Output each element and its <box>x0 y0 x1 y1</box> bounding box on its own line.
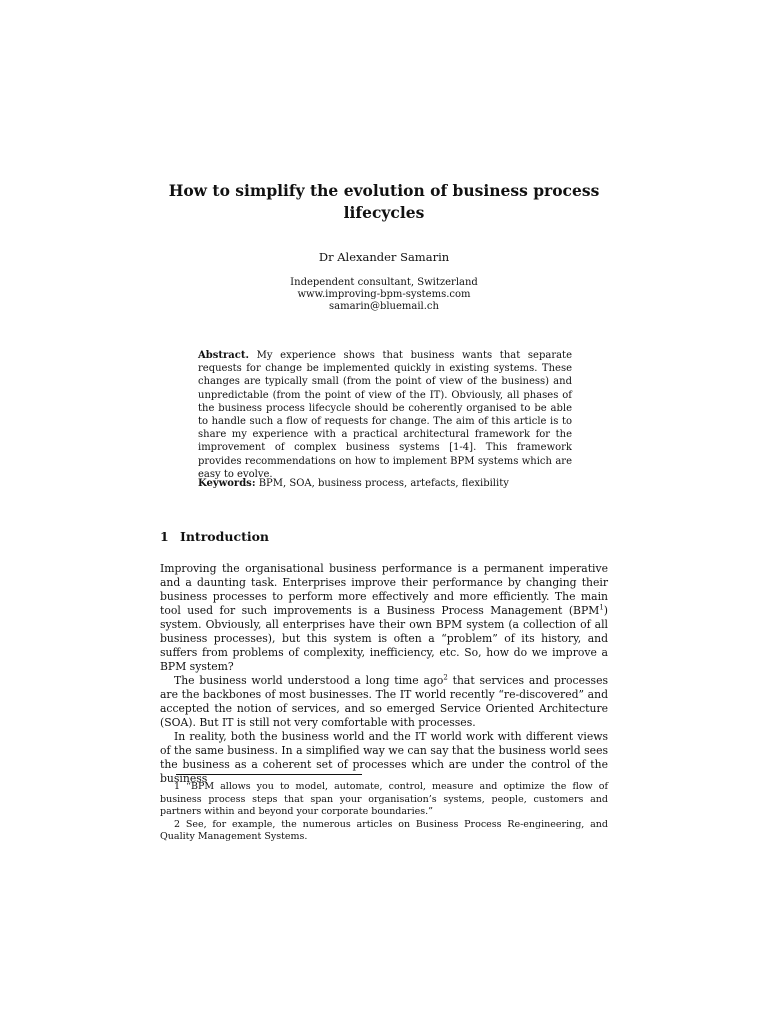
section-body <box>160 562 608 786</box>
abstract-text: My experience shows that business wants that separate requests for change be implemented quickly in existing systems. These changes are typically small (from the point of view of the business) and unpredictable (from the point of view of the IT). Obviously, all phases of the business process lifecycle should be coherently organised to be able to handle such a flow of requests for change. The aim of this article is to share my experience with a practical architectural framework for the improvement of complex business systems [1-4]. This framework provides recommendations on how to implement BPM systems which are easy to evolve. <box>198 350 572 480</box>
footnote-1: 1 “BPM allows you to model, automate, control, measure and optimize the flow of business process steps that span your organisation’s systems, people, customers and partners within and beyond your corporate boundaries.” <box>160 781 608 818</box>
footnote-ref-2: 2 <box>443 673 448 682</box>
paragraph-1-text-a: Improving the organisational business performance is a permanent imperative and a daunting task. Enterprises improve their performance by changing their business processes to perform more effectively and more efficiently. The main tool used for such improvements is a Business Process Management (BPM <box>160 562 608 617</box>
section-title: Introduction <box>180 529 270 544</box>
paragraph-2 <box>160 674 608 730</box>
affiliation-org: Independent consultant, Switzerland <box>290 277 478 288</box>
paper-title: How to simplify the evolution of business process lifecycles <box>168 181 600 222</box>
section-number: 1 <box>160 529 169 544</box>
keywords <box>198 477 572 490</box>
keywords-label: Keywords: <box>198 478 256 489</box>
affiliation-website: www.improving-bpm-systems.com <box>297 289 471 300</box>
paragraph-1 <box>160 562 608 674</box>
keywords-text: BPM, SOA, business process, artefacts, flexibility <box>258 478 509 489</box>
author-name: Dr Alexander Samarin <box>318 250 450 264</box>
paragraph-3: In reality, both the business world and the IT world work with different views of the same business. In a simplified way we can say that the business world sees the business as a coherent set of processes which are under the control of the business <box>160 730 608 785</box>
footnotes <box>160 781 608 844</box>
abstract-label: Abstract. <box>198 350 249 361</box>
section-heading <box>160 529 269 545</box>
paragraph-2-text-b: that services and processes are the backbones of most businesses. The IT world recently “re-discovered” and accepted the notion of services, and so emerged Service Oriented Architecture (SOA). But IT is still not very comfortable with processes. <box>160 674 608 729</box>
footnote-ref-1: 1 <box>599 603 604 612</box>
paragraph-2-text-a: The business world understood a long time ago <box>174 674 444 687</box>
abstract <box>198 349 572 481</box>
affiliation-block <box>160 277 608 313</box>
paragraph-1-text-b: ) system. Obviously, all enterprises have their own BPM system (a collection of all business processes), but this system is often a “problem” of its history, and suffers from problems of complexity, inefficiency, etc. So, how do we improve a BPM system? <box>160 604 608 673</box>
footnote-2: 2 See, for example, the numerous articles on Business Process Re-engineering, and Quality Management Systems. <box>160 818 608 843</box>
footnote-separator <box>176 774 362 775</box>
affiliation-email: samarin@bluemail.ch <box>329 301 439 312</box>
